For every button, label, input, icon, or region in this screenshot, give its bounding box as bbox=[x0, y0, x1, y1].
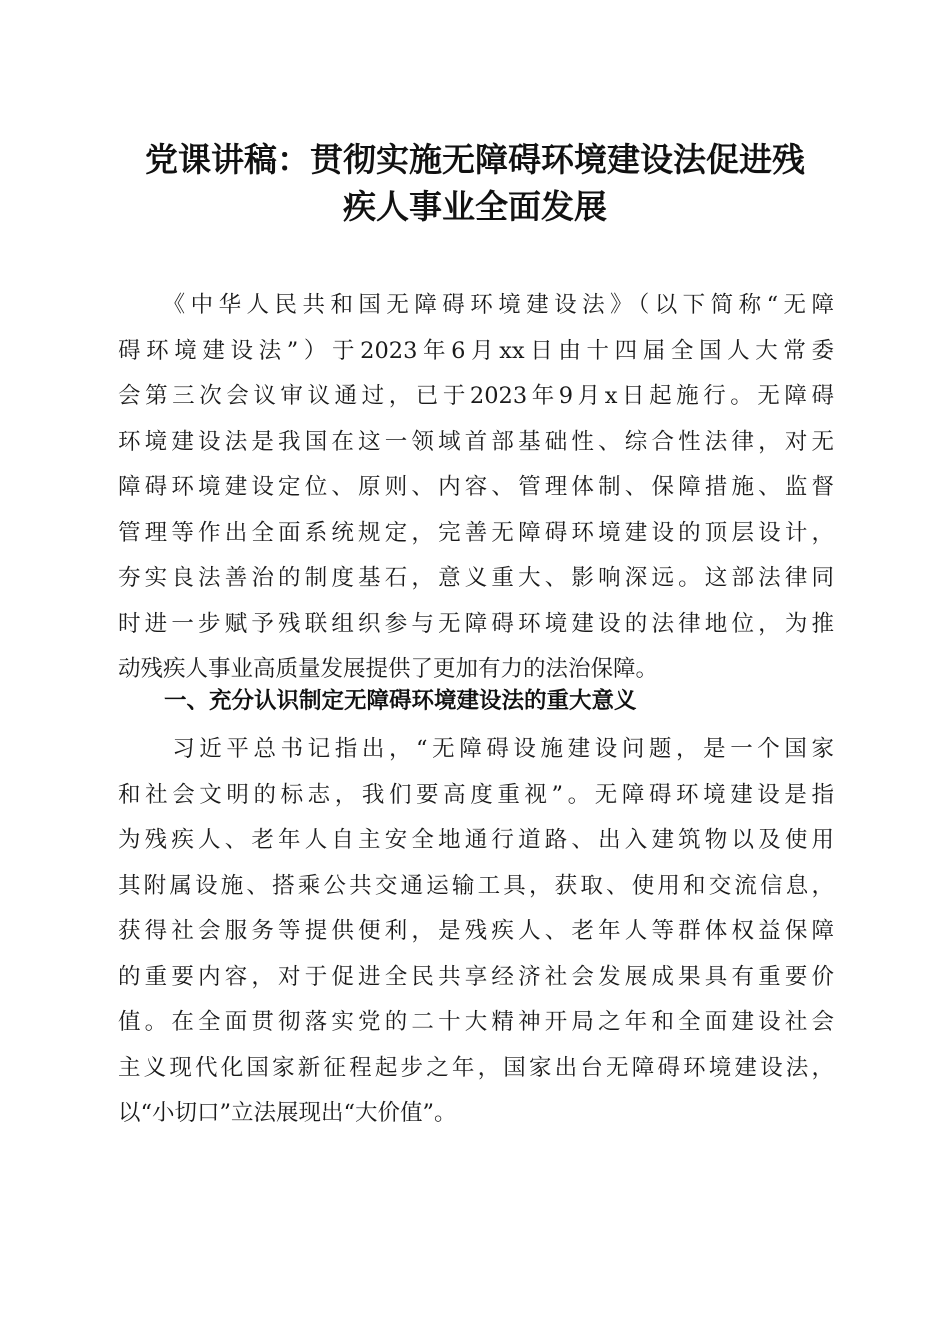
paragraph-line: 的重要内容，对于促进全民共享经济社会发展成果具有重要价 bbox=[118, 963, 834, 990]
paragraph-line: 会第三次会议审议通过，已于2023年9月x日起施行。无障碍 bbox=[118, 383, 834, 409]
paragraph-line: 主义现代化国家新征程起步之年，国家出台无障碍环境建设法， bbox=[118, 1054, 834, 1081]
paragraph-line: 为残疾人、老年人自主安全地通行道路、出入建筑物以及使用 bbox=[118, 827, 834, 853]
paragraph-line: 障碍环境建设定位、原则、内容、管理体制、保障措施、监督 bbox=[118, 474, 834, 500]
paragraph-line: 时进一步赋予残联组织参与无障碍环境建设的法律地位，为推 bbox=[118, 610, 834, 637]
section-1-paragraph bbox=[118, 727, 834, 1137]
title-line-2: 疾人事业全面发展 bbox=[343, 187, 607, 226]
paragraph-line: 其附属设施、搭乘公共交通运输工具，获取、使用和交流信息， bbox=[118, 872, 834, 899]
title-line-1: 党课讲稿：贯彻实施无障碍环境建设法促进残 bbox=[145, 140, 805, 179]
paragraph-line: 夯实良法善治的制度基石，意义重大、影响深远。这部法律同 bbox=[118, 565, 834, 591]
paragraph-line: 管理等作出全面系统规定，完善无障碍环境建设的顶层设计， bbox=[118, 519, 834, 546]
paragraph-line: 习近平总书记指出，“无障碍设施建设问题，是一个国家 bbox=[118, 736, 834, 762]
paragraph-line: 碍环境建设法”）于2023年6月xx日由十四届全国人大常委 bbox=[118, 337, 834, 364]
paragraph-line: 以“小切口”立法展现出“大价值”。 bbox=[118, 1100, 457, 1126]
paragraph-line: 值。在全面贯彻落实党的二十大精神开局之年和全面建设社会 bbox=[118, 1009, 834, 1035]
paragraph-line: 环境建设法是我国在这一领域首部基础性、综合性法律，对无 bbox=[118, 428, 834, 455]
document-title bbox=[100, 136, 850, 230]
paragraph-line: 获得社会服务等提供便利，是残疾人、老年人等群体权益保障 bbox=[118, 918, 834, 944]
intro-paragraph bbox=[118, 283, 834, 693]
section-heading-1: 一、充分认识制定无障碍环境建设法的重大意义 bbox=[164, 688, 637, 714]
paragraph-line: 和社会文明的标志，我们要高度重视”。无障碍环境建设是指 bbox=[118, 781, 834, 808]
paragraph-line: 《中华人民共和国无障碍环境建设法》（以下简称“无障 bbox=[118, 292, 834, 318]
paragraph-line: 动残疾人事业高质量发展提供了更加有力的法治保障。 bbox=[118, 656, 659, 682]
